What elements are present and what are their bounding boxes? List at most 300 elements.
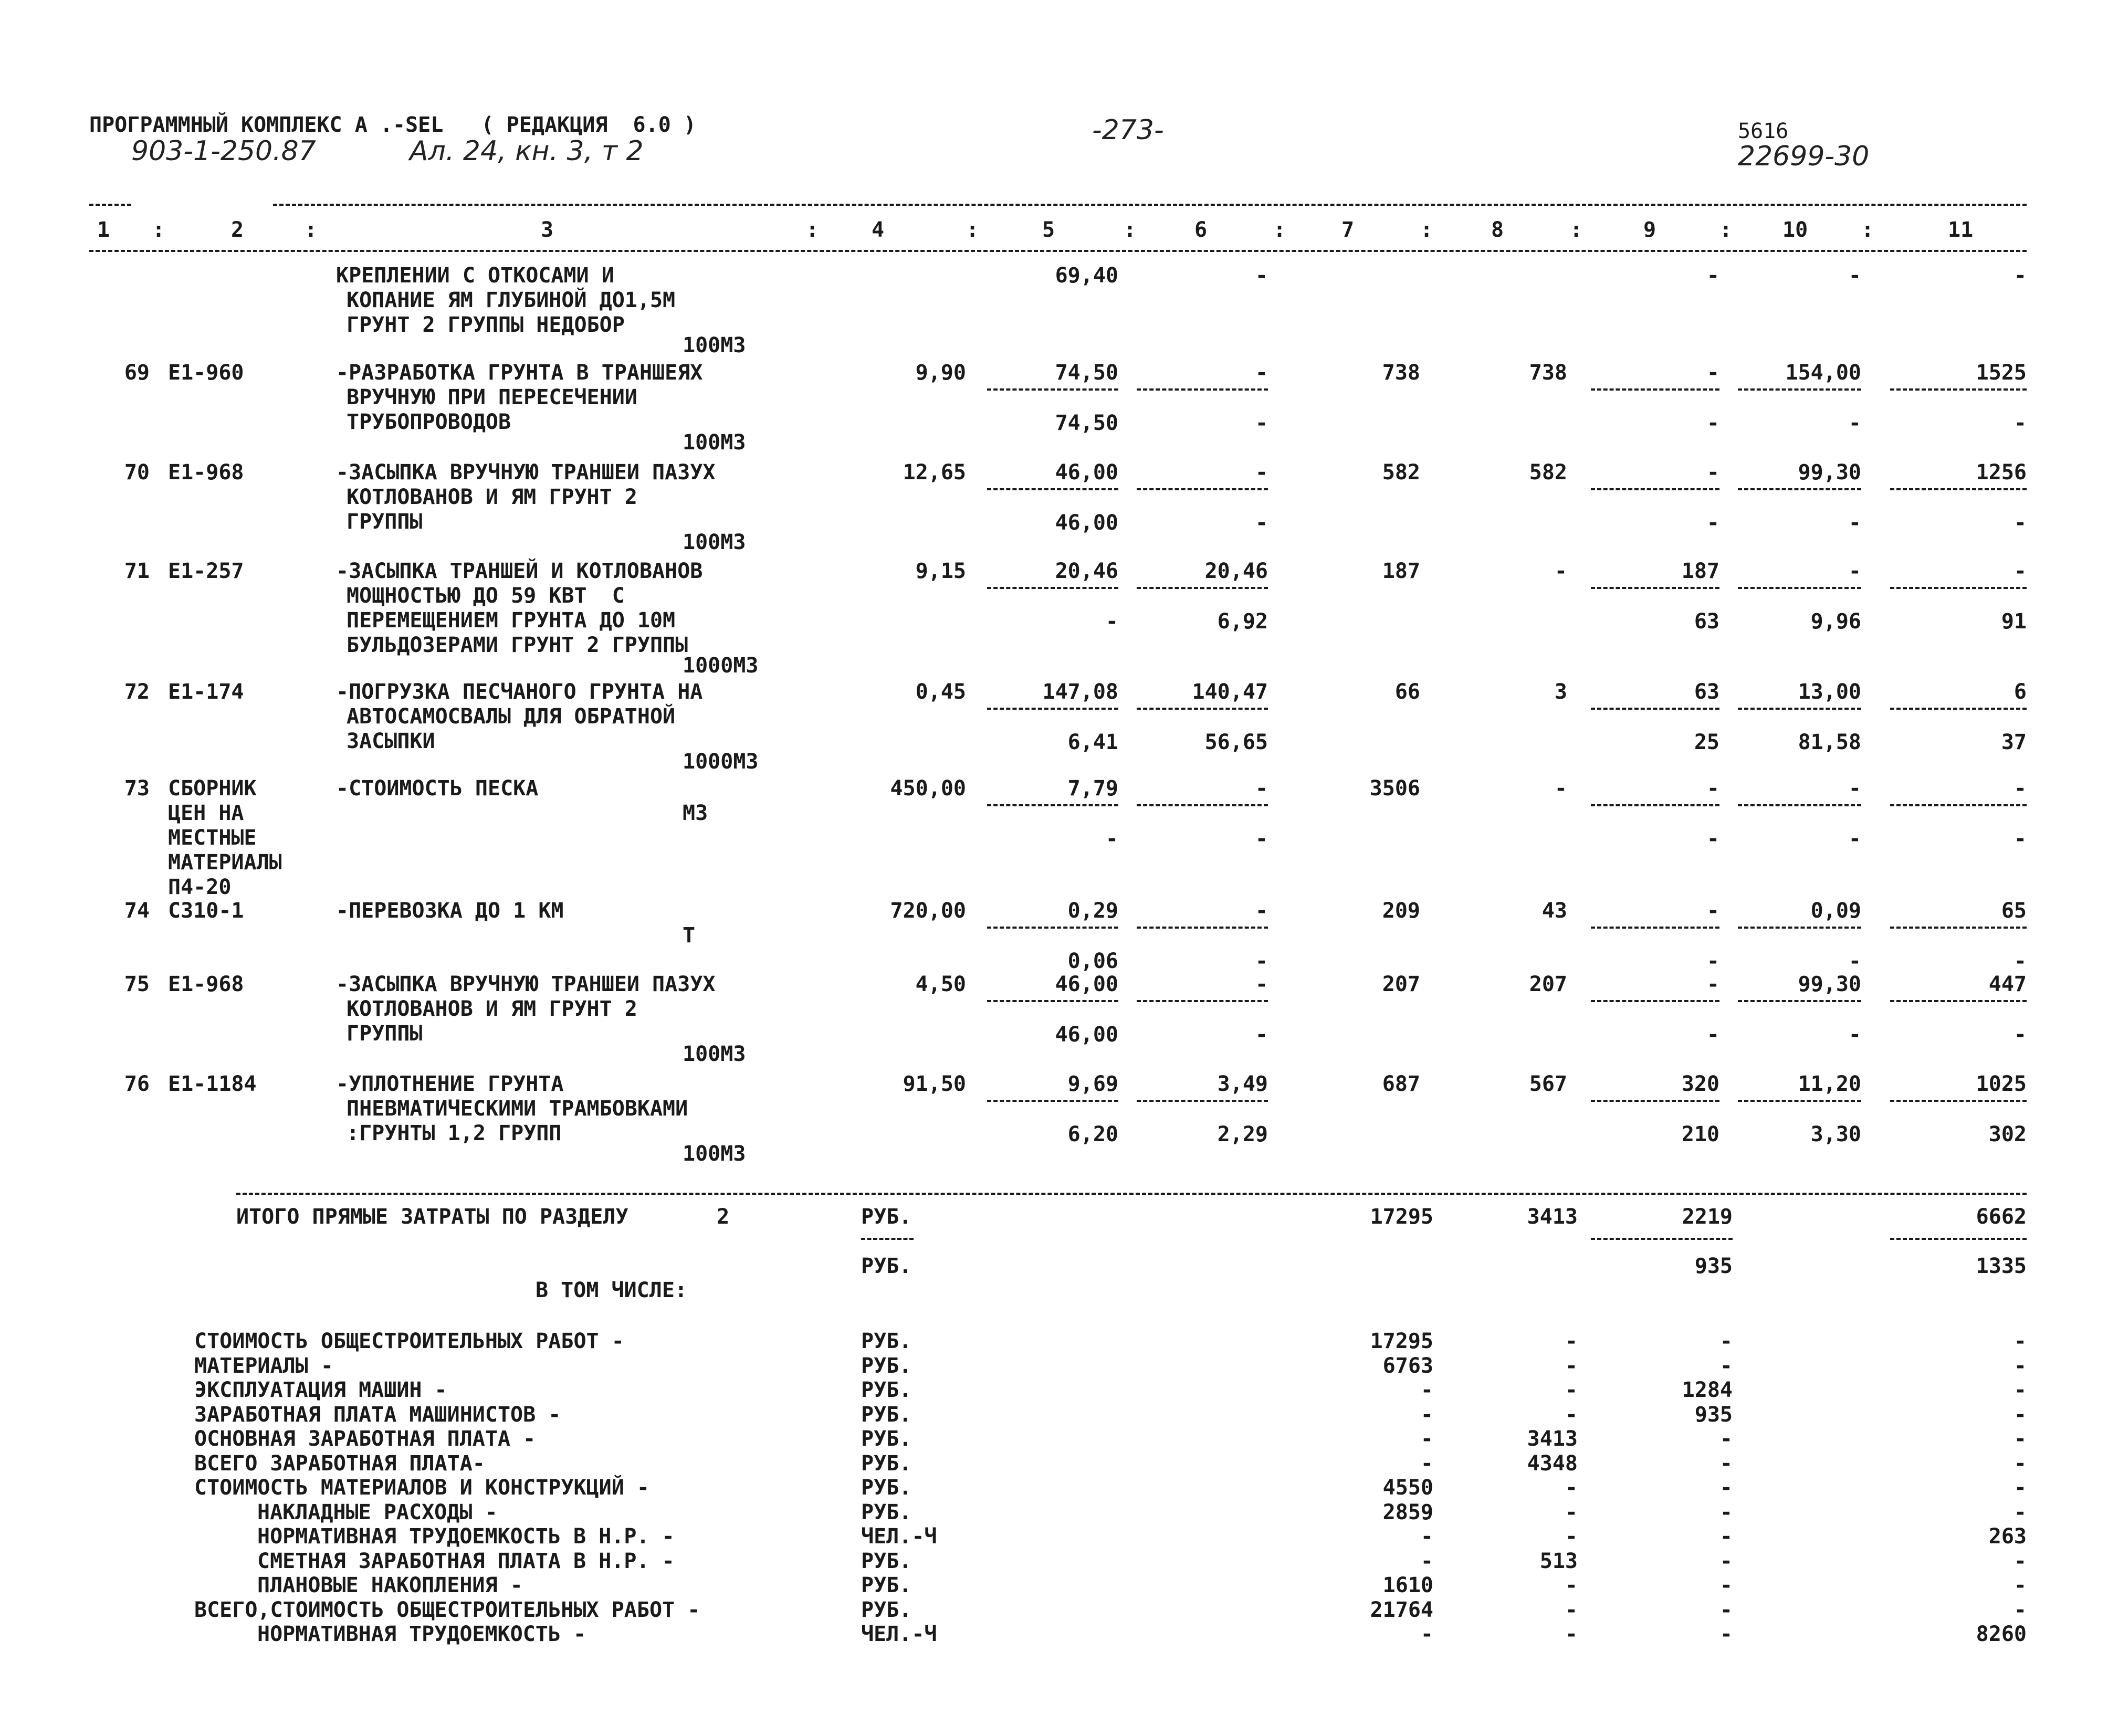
divider (861, 1238, 914, 1240)
row-description: ПНЕВМАТИЧЕСКИМИ ТРАМБОВКАМИ (347, 1097, 688, 1121)
row-description: БУЛЬДОЗЕРАМИ ГРУНТ 2 ГРУППЫ (347, 633, 688, 657)
row-col4: 12,65 (903, 460, 966, 485)
row-col6: 20,46 (1204, 559, 1268, 583)
row-col10-b: 9,96 (1810, 609, 1861, 634)
summary-col9: - (1719, 1597, 1733, 1622)
summary-col9: 1284 (1682, 1378, 1733, 1402)
column-separator: : (1861, 218, 1874, 242)
row-col10: 13,00 (1798, 680, 1861, 704)
row-col11: - (2013, 776, 2027, 801)
summary-label: ВСЕГО ЗАРАБОТНАЯ ПЛАТА- (194, 1451, 485, 1476)
cell-divider (1890, 804, 2027, 806)
summary-col11: - (2013, 1451, 2027, 1476)
summary-unit: РУБ. (861, 1500, 912, 1524)
row-col8: 582 (1529, 460, 1567, 485)
column-separator: : (966, 218, 979, 242)
row-col7: 582 (1382, 460, 1420, 485)
summary-col7: 6763 (1382, 1353, 1433, 1378)
summary-label: ЭКСПЛУАТАЦИЯ МАШИН - (194, 1378, 447, 1402)
row-col7: 66 (1394, 680, 1420, 704)
row-col10: 0,09 (1810, 899, 1861, 923)
row-code: Е1-968 (168, 460, 244, 485)
cell-divider (1738, 1000, 1861, 1002)
summary-col9: - (1719, 1524, 1733, 1549)
cell-divider (1137, 1000, 1268, 1002)
row-description: МОЩНОСТЬЮ ДО 59 КВТ С (347, 584, 625, 608)
row-col5-b: 46,00 (1055, 1023, 1118, 1047)
column-header-2: 2 (231, 218, 244, 242)
cell-divider (1137, 488, 1268, 490)
row-col9-b: 63 (1694, 609, 1719, 634)
archive-number: 22699-30 (1738, 141, 1870, 172)
row-col9: - (1706, 899, 1719, 923)
row-col6: - (1255, 460, 1268, 485)
row-col5-b: - (1105, 827, 1118, 851)
cell-divider (1890, 488, 2027, 490)
row-col6: - (1255, 972, 1268, 996)
row-number: 74 (124, 899, 150, 923)
row-col4: 4,50 (915, 972, 966, 996)
row-col5-b: - (1105, 609, 1118, 634)
row-col7: 3506 (1369, 776, 1420, 801)
row-col4: 720,00 (890, 899, 966, 923)
summary-col11: - (2013, 1549, 2027, 1573)
divider (89, 250, 2027, 252)
summary-col8: 513 (1539, 1549, 1578, 1573)
row-col10-b: - (1848, 411, 1861, 435)
row-col5-b: 0,06 (1067, 949, 1118, 973)
summary-col9: - (1719, 1549, 1733, 1573)
row-col11: 6 (2013, 680, 2027, 704)
row-code-line: МЕСТНЫЕ (168, 826, 257, 850)
row-col6-b: 6,92 (1217, 609, 1268, 634)
cell-divider (1738, 1100, 1861, 1102)
row-number: 72 (124, 680, 150, 704)
row-col6: 3,49 (1217, 1072, 1268, 1096)
project-number: 903-1-250.87 (131, 135, 316, 167)
row-code: СБОРНИК (168, 776, 257, 801)
summary-col8: 3413 (1527, 1427, 1578, 1451)
divider (236, 1193, 2027, 1195)
row-code-line: П4-20 (168, 875, 232, 899)
row-code-line: ЦЕН НА (168, 801, 244, 825)
row-col10-b: - (1848, 1023, 1861, 1047)
cell-divider (1890, 1000, 2027, 1002)
row-unit: 100М3 (683, 430, 746, 455)
cell-divider (987, 587, 1118, 589)
summary-unit: РУБ. (861, 1402, 912, 1427)
row-description: -ЗАСЫПКА ТРАНШЕЙ И КОТЛОВАНОВ (336, 559, 703, 583)
row-col9: - (1706, 460, 1719, 485)
row-description: ПЕРЕМЕЩЕНИЕМ ГРУНТА ДО 10М (347, 608, 676, 633)
summary-col11: 263 (1988, 1524, 2027, 1549)
summary-col9: - (1719, 1451, 1733, 1476)
summary-label: НОРМАТИВНАЯ ТРУДОЕМКОСТЬ - (257, 1622, 586, 1646)
summary-label: МАТЕРИАЛЫ - (194, 1353, 333, 1378)
summary-col8: - (1565, 1353, 1578, 1378)
row-col11-b: - (2013, 827, 2027, 851)
row-col10: 154,00 (1785, 361, 1861, 385)
total-col9: 2219 (1682, 1205, 1733, 1229)
summary-col7: - (1420, 1622, 1433, 1646)
cell-divider (987, 804, 1118, 806)
cell-divider (1591, 708, 1719, 710)
summary-col7: 17295 (1370, 1329, 1433, 1353)
total-label: ИТОГО ПРЯМЫЕ ЗАТРАТЫ ПО РАЗДЕЛУ 2 (236, 1205, 730, 1229)
summary-col8: - (1565, 1329, 1578, 1353)
row-description: -ПОГРУЗКА ПЕСЧАНОГО ГРУНТА НА (336, 680, 703, 704)
row-col8: 207 (1529, 972, 1567, 996)
column-header-7: 7 (1341, 218, 1355, 242)
row-code: Е1-174 (168, 680, 244, 704)
summary-unit: ЧЕЛ.-Ч (861, 1524, 937, 1549)
row-col6-b: 2,29 (1217, 1122, 1268, 1146)
cell-divider (1890, 708, 2027, 710)
total-col7: 17295 (1370, 1205, 1433, 1229)
column-header-10: 10 (1782, 218, 1808, 242)
cell-divider (987, 1000, 1118, 1002)
row-number: 69 (124, 361, 150, 385)
row-unit: 1000М3 (683, 750, 759, 774)
row-col9: 63 (1694, 680, 1719, 704)
summary-col11: - (2013, 1476, 2027, 1500)
summary-col11: - (2013, 1378, 2027, 1402)
row-code: С310-1 (168, 899, 244, 923)
row-col6-b: - (1255, 949, 1268, 973)
summary-col9: - (1719, 1476, 1733, 1500)
row-col9: 187 (1681, 559, 1719, 583)
row-col11-b: 302 (1988, 1122, 2027, 1146)
column-header-6: 6 (1194, 218, 1208, 242)
row-col10: - (1848, 264, 1861, 288)
summary-label: НАКЛАДНЫЕ РАСХОДЫ - (257, 1500, 498, 1524)
cell-divider (1591, 388, 1719, 391)
row-col8: 567 (1529, 1072, 1567, 1096)
summary-unit: РУБ. (861, 1549, 912, 1573)
column-header-1: 1 (97, 218, 110, 242)
row-description: ЗАСЫПКИ (347, 729, 435, 753)
row-code: Е1-968 (168, 972, 244, 996)
row-col7: 687 (1382, 1072, 1420, 1096)
summary-col11: - (2013, 1500, 2027, 1524)
row-col11-b: 91 (2001, 609, 2027, 634)
summary-unit: РУБ. (861, 1476, 912, 1500)
row-col8: - (1554, 776, 1567, 801)
summary-label: СТОИМОСТЬ ОБЩЕСТРОИТЕЛЬНЫХ РАБОТ - (194, 1329, 624, 1353)
row-description: -ЗАСЫПКА ВРУЧНУЮ ТРАНШЕИ ПАЗУХ (336, 460, 716, 485)
summary-col7: 4550 (1382, 1476, 1433, 1500)
cell-divider (1890, 1100, 2027, 1102)
summary-col11: - (2013, 1597, 2027, 1622)
column-header-5: 5 (1042, 218, 1055, 242)
row-col9-b: - (1706, 1023, 1719, 1047)
summary-col9: - (1719, 1329, 1733, 1353)
total-unit: РУБ. (861, 1205, 912, 1229)
summary-col8: - (1565, 1622, 1578, 1646)
page-number: -273- (1092, 114, 1164, 146)
cell-divider (1591, 927, 1719, 929)
row-col5: 46,00 (1055, 972, 1118, 996)
column-separator: : (1420, 218, 1433, 242)
row-col5: 0,29 (1067, 899, 1118, 923)
summary-col8: - (1565, 1476, 1578, 1500)
row-description: ГРУНТ 2 ГРУППЫ НЕДОБОР (347, 313, 625, 337)
row-unit: 100М3 (683, 1142, 746, 1166)
row-col11: - (2013, 559, 2027, 583)
row-col6-b: - (1255, 827, 1268, 851)
summary-label: ПЛАНОВЫЕ НАКОПЛЕНИЯ - (257, 1573, 523, 1597)
row-col9: - (1706, 972, 1719, 996)
summary-col11: - (2013, 1427, 2027, 1451)
row-description: КОПАНИЕ ЯМ ГЛУБИНОЙ ДО1,5М (347, 288, 676, 312)
summary-col9: - (1719, 1427, 1733, 1451)
cell-divider (1738, 708, 1861, 710)
column-header-11: 11 (1948, 218, 1974, 242)
cell-divider (1591, 804, 1719, 806)
summary-col8: - (1565, 1402, 1578, 1427)
summary-col7: - (1420, 1549, 1433, 1573)
cell-divider (1890, 587, 2027, 589)
row-col6-b: - (1255, 411, 1268, 435)
row-col5: 20,46 (1055, 559, 1118, 583)
row-description: -РАЗРАБОТКА ГРУНТА В ТРАНШЕЯХ (336, 361, 703, 385)
row-number: 70 (124, 460, 150, 485)
row-description: :ГРУНТЫ 1,2 ГРУПП (347, 1121, 562, 1145)
cell-divider (1591, 1000, 1719, 1002)
row-col7: 187 (1382, 559, 1420, 583)
summary-col9: - (1719, 1353, 1733, 1378)
cell-divider (987, 1100, 1118, 1102)
row-col10-b: - (1848, 949, 1861, 973)
row-description: ГРУППЫ (347, 510, 423, 534)
row-number: 71 (124, 559, 150, 583)
row-col7: 738 (1382, 361, 1420, 385)
row-description: ГРУППЫ (347, 1022, 423, 1046)
summary-col8: - (1565, 1378, 1578, 1402)
column-header-9: 9 (1643, 218, 1656, 242)
row-unit: 100М3 (683, 1042, 746, 1066)
summary-col11: - (2013, 1402, 2027, 1427)
row-col5: 7,79 (1067, 776, 1118, 801)
row-description: -ПЕРЕВОЗКА ДО 1 КМ (336, 899, 564, 923)
total-unit-2: РУБ. (861, 1254, 912, 1278)
row-col11-b: - (2013, 411, 2027, 435)
summary-col9: - (1719, 1500, 1733, 1524)
cell-divider (1591, 488, 1719, 490)
row-description: -ЗАСЫПКА ВРУЧНУЮ ТРАНШЕИ ПАЗУХ (336, 972, 716, 996)
summary-col7: - (1420, 1402, 1433, 1427)
summary-unit: РУБ. (861, 1353, 912, 1378)
row-col8: - (1554, 559, 1567, 583)
row-col5: 9,69 (1067, 1072, 1118, 1096)
summary-col8: - (1565, 1524, 1578, 1549)
row-col6-b: - (1255, 1023, 1268, 1047)
summary-col11: - (2013, 1329, 2027, 1353)
document-code: 5616 (1738, 119, 1789, 143)
summary-col11: 8260 (1976, 1622, 2027, 1646)
row-col11: 1256 (1976, 460, 2027, 485)
row-col6-b: 56,65 (1204, 730, 1268, 754)
row-unit: М3 (683, 801, 708, 825)
summary-label: ОСНОВНАЯ ЗАРАБОТНАЯ ПЛАТА - (194, 1427, 536, 1451)
row-col9-b: 210 (1681, 1122, 1719, 1146)
row-number: 76 (124, 1072, 150, 1096)
summary-label: СТОИМОСТЬ МАТЕРИАЛОВ И КОНСТРУКЦИЙ - (194, 1476, 649, 1500)
summary-col8: 4348 (1527, 1451, 1578, 1476)
summary-col7: 2859 (1382, 1500, 1433, 1524)
cell-divider (1137, 1100, 1268, 1102)
row-description: ВРУЧНУЮ ПРИ ПЕРЕСЕЧЕНИИ (347, 385, 637, 409)
summary-unit: РУБ. (861, 1597, 912, 1622)
summary-col9: - (1719, 1573, 1733, 1597)
cell-divider (1890, 388, 2027, 391)
row-col11-b: - (2013, 949, 2027, 973)
row-col5-b: 6,20 (1067, 1122, 1118, 1146)
row-col5: 147,08 (1042, 680, 1118, 704)
row-code: Е1-1184 (168, 1072, 257, 1096)
column-header-8: 8 (1491, 218, 1504, 242)
row-col5-b: 46,00 (1055, 511, 1118, 535)
divider (273, 204, 2027, 206)
row-col5-b: 74,50 (1055, 411, 1118, 435)
row-col11-b: - (2013, 1023, 2027, 1047)
row-col5: 69,40 (1055, 264, 1118, 288)
row-col9-b: - (1706, 949, 1719, 973)
row-description: КРЕПЛЕНИИ С ОТКОСАМИ И (336, 264, 614, 288)
summary-label: НОРМАТИВНАЯ ТРУДОЕМКОСТЬ В Н.Р. - (257, 1524, 675, 1549)
column-separator: : (1124, 218, 1137, 242)
divider (1890, 1238, 2027, 1240)
total-col8: 3413 (1527, 1205, 1578, 1229)
row-col10: 11,20 (1798, 1072, 1861, 1096)
row-col9-b: - (1706, 827, 1719, 851)
divider (89, 204, 131, 206)
row-unit: 1000М3 (683, 654, 759, 678)
summary-col7: - (1420, 1427, 1433, 1451)
cell-divider (987, 927, 1118, 929)
summary-col11: - (2013, 1573, 2027, 1597)
summary-col8: - (1565, 1597, 1578, 1622)
row-unit: 100М3 (683, 333, 746, 357)
row-col11: 447 (1988, 972, 2027, 996)
row-col4: 9,15 (915, 559, 966, 583)
row-col5: 74,50 (1055, 361, 1118, 385)
row-col6: - (1255, 264, 1268, 288)
row-code: Е1-257 (168, 559, 244, 583)
column-separator: : (806, 218, 819, 242)
row-col7: 209 (1382, 899, 1420, 923)
row-description: -УПЛОТНЕНИЕ ГРУНТА (336, 1072, 564, 1096)
cell-divider (1738, 804, 1861, 806)
row-description: АВТОСАМОСВАЛЫ ДЛЯ ОБРАТНОЙ (347, 704, 676, 729)
row-col9: 320 (1681, 1072, 1719, 1096)
row-unit: 100М3 (683, 530, 746, 554)
row-number: 75 (124, 972, 150, 996)
album-reference: Ал. 24, кн. 3, т 2 (410, 135, 644, 167)
row-col5: 46,00 (1055, 460, 1118, 485)
row-col11: 65 (2001, 899, 2027, 923)
row-code-line: МАТЕРИАЛЫ (168, 850, 282, 875)
summary-col8: - (1565, 1500, 1578, 1524)
row-code: Е1-960 (168, 361, 244, 385)
row-col11: 1525 (1976, 361, 2027, 385)
row-col6: 140,47 (1192, 680, 1268, 704)
column-header-3: 3 (541, 218, 554, 242)
total-col11: 6662 (1976, 1205, 2027, 1229)
cell-divider (1137, 587, 1268, 589)
cell-divider (987, 488, 1118, 490)
including-heading: В ТОМ ЧИСЛЕ: (536, 1278, 687, 1302)
summary-col7: 1610 (1382, 1573, 1433, 1597)
summary-col9: 935 (1694, 1402, 1733, 1427)
row-col11-b: 37 (2001, 730, 2027, 754)
row-col9-b: - (1706, 411, 1719, 435)
row-col11: 1025 (1976, 1072, 2027, 1096)
row-col8: 43 (1541, 899, 1567, 923)
row-col4: 450,00 (890, 776, 966, 801)
summary-unit: РУБ. (861, 1573, 912, 1597)
column-separator: : (152, 218, 165, 242)
row-col6: - (1255, 899, 1268, 923)
cell-divider (1137, 927, 1268, 929)
row-col10-b: 81,58 (1798, 730, 1861, 754)
divider (1591, 1238, 1733, 1240)
program-title: ПРОГРАММНЫЙ КОМПЛЕКС А .-SEL ( РЕДАКЦИЯ 6.0 ) (89, 113, 696, 137)
summary-col7: - (1420, 1451, 1433, 1476)
row-description: -СТОИМОСТЬ ПЕСКА (336, 776, 539, 801)
summary-unit: ЧЕЛ.-Ч (861, 1622, 937, 1646)
column-separator: : (1273, 218, 1286, 242)
summary-col11: - (2013, 1353, 2027, 1378)
row-col11-b: - (2013, 511, 2027, 535)
row-col8: 738 (1529, 361, 1567, 385)
row-col11: - (2013, 264, 2027, 288)
cell-divider (987, 388, 1118, 391)
row-col7: 207 (1382, 972, 1420, 996)
row-description: ТРУБОПРОВОДОВ (347, 410, 511, 434)
row-col10: - (1848, 559, 1861, 583)
row-col9-b: - (1706, 511, 1719, 535)
row-col10-b: - (1848, 827, 1861, 851)
row-col10-b: 3,30 (1810, 1122, 1861, 1146)
summary-unit: РУБ. (861, 1378, 912, 1402)
cell-divider (1137, 388, 1268, 391)
summary-col7: - (1420, 1524, 1433, 1549)
row-col8: 3 (1554, 680, 1567, 704)
column-separator: : (1570, 218, 1583, 242)
cell-divider (1738, 927, 1861, 929)
cell-divider (1890, 927, 2027, 929)
column-separator: : (305, 218, 318, 242)
summary-unit: РУБ. (861, 1329, 912, 1353)
row-col6-b: - (1255, 511, 1268, 535)
summary-label: ЗАРАБОТНАЯ ПЛАТА МАШИНИСТОВ - (194, 1402, 561, 1427)
row-col6: - (1255, 776, 1268, 801)
cell-divider (1137, 804, 1268, 806)
cell-divider (1738, 488, 1861, 490)
row-col9-b: 25 (1694, 730, 1719, 754)
row-col10-b: - (1848, 511, 1861, 535)
column-separator: : (1719, 218, 1733, 242)
cell-divider (1738, 388, 1861, 391)
row-number: 73 (124, 776, 150, 801)
row-col5-b: 6,41 (1067, 730, 1118, 754)
cell-divider (1137, 708, 1268, 710)
row-col4: 0,45 (915, 680, 966, 704)
summary-unit: РУБ. (861, 1427, 912, 1451)
row-col9: - (1706, 264, 1719, 288)
summary-col7: - (1420, 1378, 1433, 1402)
